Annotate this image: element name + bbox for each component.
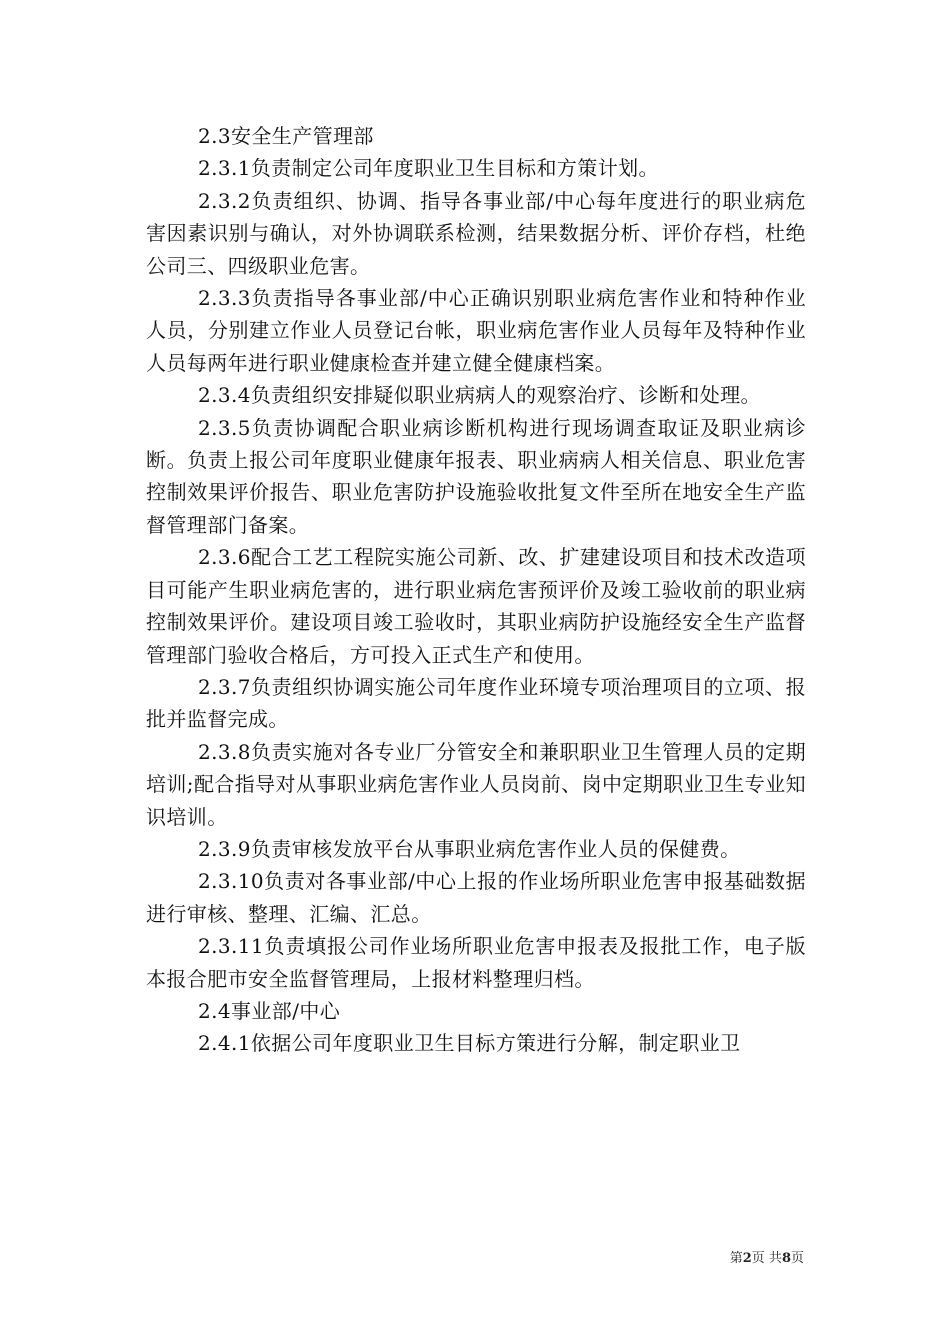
footer-middle: 页 共 xyxy=(751,1251,782,1266)
paragraph-2-3-1: 2.3.1负责制定公司年度职业卫生目标和方策计划。 xyxy=(198,156,659,181)
paragraph-2-3-10: 2.3.10负责对各事业部/中心上报的作业场所职业危害申报基础数据进行审核、整理、汇编、汇总。 xyxy=(146,869,806,926)
current-page-number: 2 xyxy=(742,1251,752,1266)
paragraph-2-3-5: 2.3.5负责协调配合职业病诊断机构进行现场调查取证及职业病诊断。负责上报公司年度职业健康年报表、职业病病人相关信息、职业危害控制效果评价报告、职业危害防护设施验收批复文件至所在地安全生产监督管理部门备案。 xyxy=(146,415,806,537)
paragraph-2-3-6: 2.3.6配合工艺工程院实施公司新、改、扩建建设项目和技术改造项目可能产生职业病危害的，进行职业病危害预评价及竣工验收前的职业病控制效果评价。建设项目竣工验收时，其职业病防护设施经安全生产监督管理部门验收合格后，方可投入正式生产和使用。 xyxy=(146,545,806,667)
paragraph-2-3-11: 2.3.11负责填报公司作业场所职业危害申报表及报批工作，电子版本报合肥市安全监督管理局，上报材料整理归档。 xyxy=(146,934,806,991)
footer-suffix: 页 xyxy=(790,1251,804,1266)
paragraph-2-3-2: 2.3.2负责组织、协调、指导各事业部/中心每年度进行的职业病危害因素识别与确认，对外协调联系检测，结果数据分析、评价存档，杜绝公司三、四级职业危害。 xyxy=(146,188,806,278)
document-body xyxy=(146,120,806,1060)
paragraph-2-3-4: 2.3.4负责组织安排疑似职业病病人的观察治疗、诊断和处理。 xyxy=(198,383,761,408)
paragraph-2-3: 2.3安全生产管理部 xyxy=(198,124,374,148)
paragraph-2-3-3: 2.3.3负责指导各事业部/中心正确识别职业病危害作业和特种作业人员，分别建立作业人员登记台帐，职业病危害作业人员每年及特种作业人员每两年进行职业健康检查并建立健全健康档案。 xyxy=(146,286,806,375)
paragraph-2-4-1: 2.4.1依据公司年度职业卫生目标方策进行分解，制定职业卫 xyxy=(198,1031,741,1056)
total-page-number: 8 xyxy=(781,1251,791,1266)
paragraph-2-3-8: 2.3.8负责实施对各专业厂分管安全和兼职职业卫生管理人员的定期培训;配合指导对从事职业病危害作业人员岗前、岗中定期职业卫生专业知识培训。 xyxy=(146,739,806,829)
paragraph-2-3-7: 2.3.7负责组织协调实施公司年度作业环境专项治理项目的立项、报批并监督完成。 xyxy=(146,674,806,732)
paragraph-2-4: 2.4事业部/中心 xyxy=(198,998,341,1023)
paragraph-2-3-9: 2.3.9负责审核发放平台从事职业病危害作业人员的保健费。 xyxy=(198,836,741,861)
page-footer xyxy=(730,1247,804,1266)
footer-prefix: 第 xyxy=(729,1251,743,1266)
